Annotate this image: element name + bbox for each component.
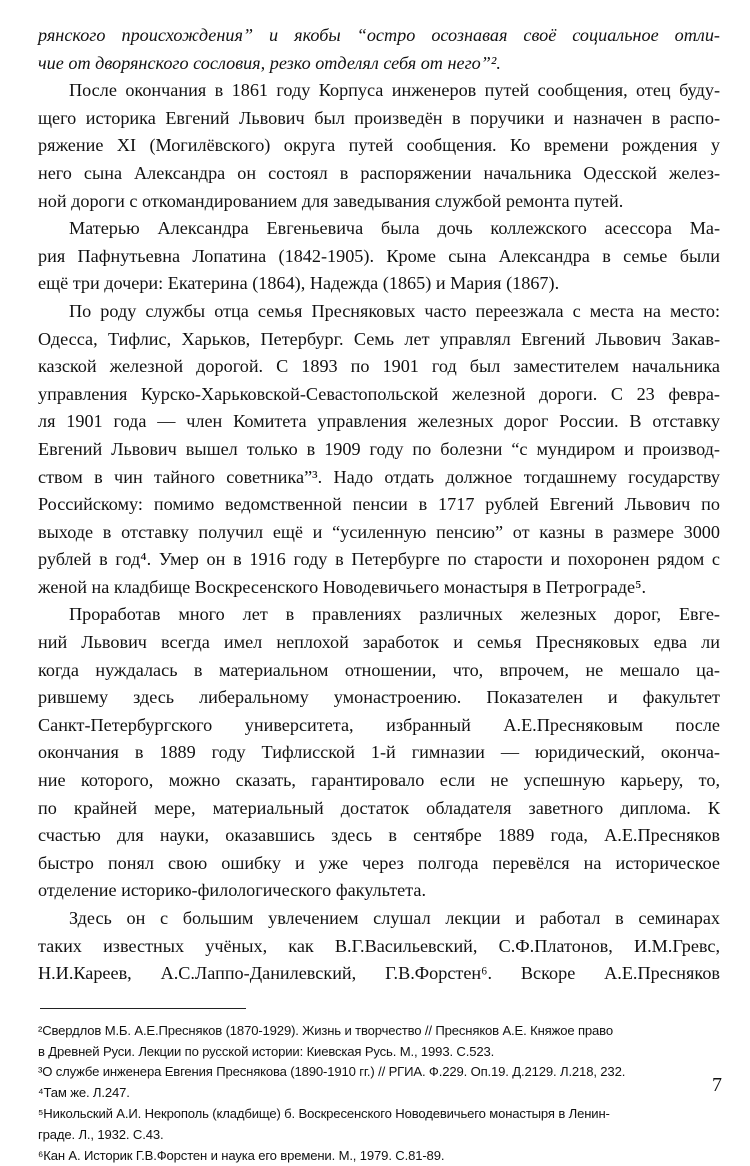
text-line: быстро понял свою ошибку и уже через полгода перевёлся на историческое bbox=[38, 852, 720, 873]
text-line: ний Львович всегда имел неплохой заработок и семья Пресняковых едва ли bbox=[38, 632, 720, 653]
text-line: таких известных учёных, как В.Г.Васильевский, С.Ф.Платонов, И.М.Гревс, bbox=[38, 935, 720, 956]
text-line: Здесь он с большим увлечением слушал лекции и работал в семинарах bbox=[69, 908, 720, 928]
text-line: женой на кладбище Воскресенского Новодевичьего монастыря в Петрограде⁵. bbox=[38, 576, 647, 597]
text-line: выходе в отставку получил ещё и “усиленную пенсию” от казны в размере 3000 bbox=[38, 521, 720, 542]
text-line: Российскому: помимо ведомственной пенсии в 1717 рублей Евгений Львович по bbox=[38, 494, 720, 515]
text-line: По роду службы отца семья Пресняковых часто переезжала с места на место: bbox=[69, 300, 720, 321]
text-line: Санкт-Петербургского университета, избранный А.Е.Пресняковым после bbox=[38, 714, 720, 735]
text-line: рия Пафнутьевна Лопатина (1842-1905). Кроме сына Александра в семье были bbox=[38, 245, 720, 266]
text-line: рянского происхождения” и якобы “остро осознавая своё социальное отли- bbox=[38, 25, 720, 45]
text-line: ной дороги с откомандированием для заведывания службой ремонта путей. bbox=[38, 190, 624, 211]
footnote-line: ²Свердлов М.Б. А.Е.Пресняков (1870-1929). Жизнь и творчество // Пресняков А.Е. Княжое право bbox=[38, 1022, 613, 1038]
text-line: счастью для науки, оказавшись здесь в сентябре 1889 года, А.Е.Пресняков bbox=[38, 825, 720, 846]
text-line: чие от дворянского сословия, резко отделял себя от него”². bbox=[38, 52, 501, 73]
footnote-separator bbox=[40, 1008, 246, 1009]
text-line: ряжение XI (Могилёвского) округа путей сообщения. Ко времени рождения у bbox=[38, 135, 720, 156]
text-line: когда нуждалась в материальном отношении, что, впрочем, не мешало ца- bbox=[38, 659, 720, 680]
text-line: Проработав много лет в правлениях различных железных дорог, Евге- bbox=[69, 604, 720, 625]
text-line: рившему здесь либеральному умонастроению. Показателен и факультет bbox=[38, 687, 720, 708]
text-line: ля 1901 года — член Комитета управления железных дорог России. В отставку bbox=[38, 411, 720, 432]
footnote-line: ³О службе инженера Евгения Преснякова (1890-1910 гг.) // РГИА. Ф.229. Оп.19. Д.2129. Л.218, 232. bbox=[38, 1064, 626, 1080]
text-line: по крайней мере, материальный достаток обладателя заветного диплома. К bbox=[38, 797, 720, 818]
text-line: управления Курско-Харьковской-Севастопольской железной дороги. С 23 февра- bbox=[38, 383, 720, 404]
footnotes bbox=[38, 1021, 720, 1166]
text-line: Н.И.Кареев, А.С.Лаппо-Данилевский, Г.В.Форстен⁶. Вскоре А.Е.Пресняков bbox=[38, 963, 720, 984]
footnote-line: в Древней Руси. Лекции по русской истории: Киевская Русь. М., 1993. С.523. bbox=[38, 1043, 495, 1059]
footnote-line: граде. Л., 1932. С.43. bbox=[38, 1126, 164, 1142]
footnote-line: ⁴Там же. Л.247. bbox=[38, 1085, 130, 1101]
text-line: Евгений Львович вышел только в 1909 году по болезни “с мундиром и производ- bbox=[38, 438, 720, 459]
page-number: 7 bbox=[712, 1074, 722, 1096]
text-line: рублей в год⁴. Умер он в 1916 году в Петербурге по старости и похоронен рядом с bbox=[38, 549, 720, 570]
page-body bbox=[38, 22, 720, 1166]
text-line: ещё три дочери: Екатерина (1864), Надежда (1865) и Мария (1867). bbox=[38, 273, 560, 294]
text-line: казской железной дорогой. С 1893 по 1901 год был заместителем начальника bbox=[38, 356, 720, 377]
text-line: него сына Александра он состоял в распоряжении начальника Одесской желез- bbox=[38, 162, 720, 183]
text-line: окончания в 1889 году Тифлисской 1-й гимназии — юридический, оконча- bbox=[38, 742, 720, 763]
footnote-line: ⁵Никольский А.И. Некрополь (кладбище) б. Воскресенского Новодевичьего монастыря в Ленин- bbox=[38, 1105, 610, 1121]
text-line: После окончания в 1861 году Корпуса инженеров путей сообщения, отец буду- bbox=[69, 80, 720, 101]
text-line: Матерью Александра Евгеньевича была дочь коллежского асессора Ма- bbox=[69, 218, 720, 239]
text-line: Одесса, Тифлис, Харьков, Петербург. Семь лет управлял Евгений Львович Закав- bbox=[38, 328, 720, 349]
footnote-line: ⁶Кан А. Историк Г.В.Форстен и наука его времени. М., 1979. С.81-89. bbox=[38, 1147, 445, 1163]
text-line: ние которого, можно сказать, гарантировало если не успешную карьеру, то, bbox=[38, 770, 720, 791]
text-line: отделение историко-филологического факультета. bbox=[38, 880, 427, 901]
text-line: щего историка Евгений Львович был произведён в поручики и назначен в распо- bbox=[38, 107, 720, 128]
text-line: ством в чин тайного советника”³. Надо отдать должное тогдашнему государству bbox=[38, 466, 720, 487]
